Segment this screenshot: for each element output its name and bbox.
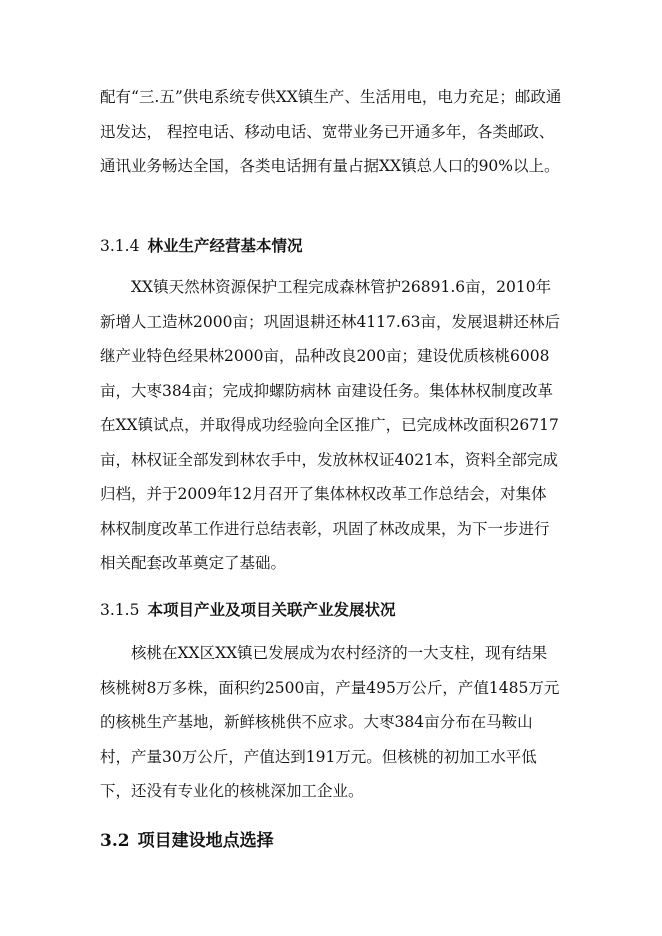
section-title: 项目建设地点选择 [137, 831, 274, 851]
section-heading-3-2 [100, 826, 274, 851]
section-number: 3.1.4 [100, 237, 140, 255]
section-title: 本项目产业及项目关联产业发展状况 [147, 601, 396, 619]
section-heading-3-1-5 [100, 598, 395, 620]
section-heading-3-1-4 [100, 234, 302, 256]
paragraph-utilities: 配有“三.五”供电系统专供XX镇生产、生活用电，电力充足；邮政通迅发达， 程控电话、移动电话、宽带业务已开通多年，各类邮政、通讯业务畅达全国，各类电话拥有量占据XX镇总人口的90%以上。 [100, 88, 562, 175]
section-number: 3.2 [100, 831, 130, 851]
paragraph-industry: 核桃在XX区XX镇已发展成为农村经济的一大支柱，现有结果核桃树8万多株，面积约2500亩，产量495万公斤，产值1485万元的核桃生产基地，新鲜核桃供不应求。大枣384亩分布在马鞍山村，产量30万公斤，产值达到191万元。但核桃的初加工水平低下，还没有专业化的核桃深加工企业。 [100, 644, 560, 800]
section-number: 3.1.5 [100, 601, 140, 619]
paragraph-forestry: XX镇天然林资源保护工程完成森林管护26891.6亩，2010年新增人工造林2000亩；巩固退耕还林4117.63亩，发展退耕还林后继产业特色经果林2000亩，品种改良200亩；建设优质核桃6008亩，大枣384亩；完成抑螺防病林 亩建设任务。集体林权制度改革在XX镇试点，并取得成功经验向全区推广，已完成林改面积26717亩，林权证全部发到林农手中，发放林权证4021本，资料全部完成归档，并于2009年12月召开了集体林权改革工作总结会，对集体林权制度改革工作进行总结表彰，巩固了林改成果，为下一步进行相关配套改革奠定了基础。 [100, 278, 561, 572]
section-title: 林业生产经营基本情况 [147, 237, 303, 255]
